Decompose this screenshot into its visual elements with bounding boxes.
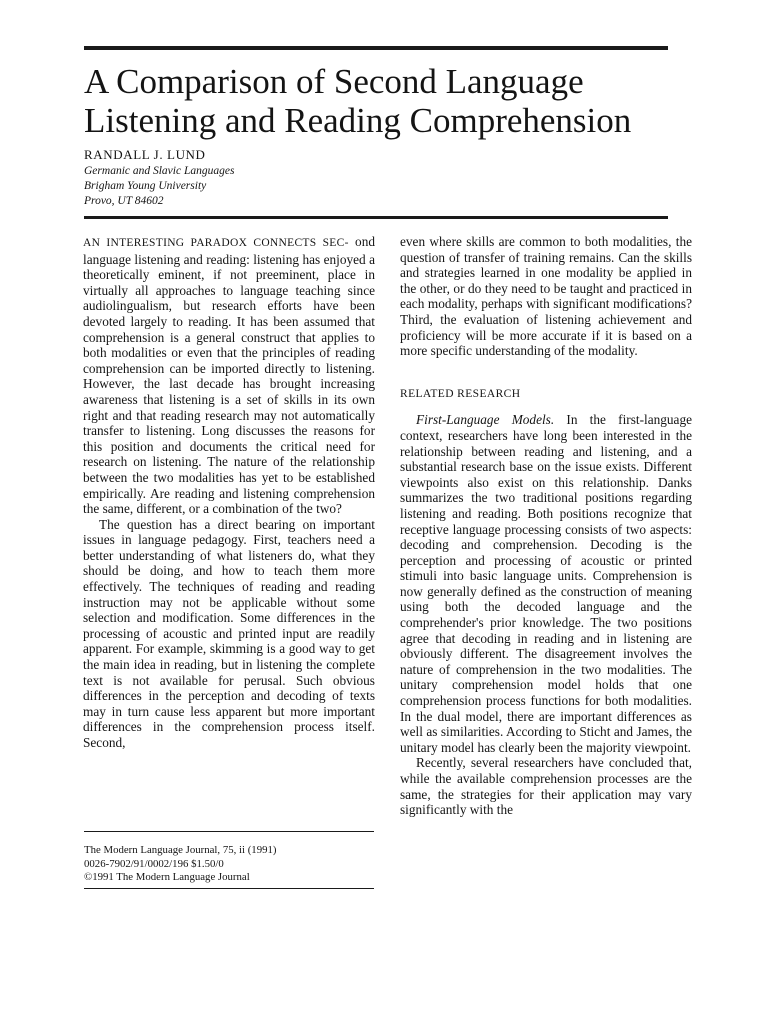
paragraph-transfer: even where skills are common to both modalities, the question of transfer of training remains. Can the skills and strategies learned in one modality be applied in the other, or do they need to be taught and practiced in each modality, perhaps with significant modifications? Third, the evaluation of listening achievement and proficiency will be more accurate if it is based on a more specific understanding of the modality. <box>400 234 692 359</box>
opening-caps: AN INTERESTING PARADOX CONNECTS SEC- <box>83 237 349 249</box>
paragraph-pedagogy: The question has a direct bearing on important issues in language pedagogy. First, teachers need a better understanding of what listeners do, what they should be doing, and how to teach them more effectively. The techniques of reading and reading instruction may not be applicable without some selection and modification. Some differences in the processing of acoustic and printed input are readily apparent. For example, skimming is a good way to get the main idea in reading, but in listening the complete text is not available for perusal. Such obvious differences in the perception and decoding of texts may in turn cause less apparent but more important differences in the comprehension process itself. Second, <box>83 516 375 750</box>
author-block <box>84 146 484 209</box>
copyright-line: ©1991 The Modern Language Journal <box>84 871 250 883</box>
affiliation-department: Germanic and Slavic Languages <box>84 165 235 177</box>
left-column <box>83 234 375 751</box>
top-rule <box>84 46 668 50</box>
journal-citation: The Modern Language Journal, 75, ii (1991) <box>84 844 277 856</box>
affiliation-city: Provo, UT 84602 <box>84 195 164 207</box>
issn-line: 0026-7902/91/0002/196 $1.50/0 <box>84 857 224 870</box>
paragraph-first-language-text: In the first-language context, researchers have long been interested in the relationship between reading and listening, and a substantial research base on the issue exists. Different viewpoints also exist on this relationship. Danks summarizes the two traditional positions regarding listening and reading. Both positions recognize that receptive language processing consists of two aspects: decoding and comprehension. Decoding is the perception and processing of acoustic or printed stimuli into basic language units. Comprehension is now generally defined as the construction of meaning using both the decoded language and the comprehender's prior knowledge. The two positions agree that decoding in reading and in listening are obviously different. The disagreement involves the nature of comprehension in the two modalities. The unitary comprehension model holds that one comprehension process functions for both modalities. In the dual model, there are important differences as well as similarities. According to Sticht and James, the unitary model has clearly been the majority viewpoint. <box>400 412 692 755</box>
footnote-rule-bottom <box>84 888 374 889</box>
section-heading: RELATED RESEARCH <box>400 387 521 400</box>
article-title <box>84 62 684 140</box>
author-name: RANDALL J. LUND <box>84 147 206 162</box>
right-column <box>400 234 692 818</box>
header-rule <box>84 216 668 219</box>
journal-footnote <box>84 844 384 885</box>
title-line-1: A Comparison of Second Language <box>84 62 584 101</box>
paragraph-intro-text: ond language listening and reading: listening has enjoyed a theoretically eminent, if not preeminent, place in virtually all approaches to language teaching since audiolingualism, but research efforts have been devoted largely to reading. It has been assumed that comprehension is a general construct that applies to both modalities or even that the principles of reading comprehension can be imported directly to listening. However, the last decade has brought increasing awareness that listening is a set of skills in its own right and that reading research may not automatically transfer to listening. Long discusses the reasons for this position and documents the critical need for research on listening. The nature of the relationship between the two modalities has yet to be established empirically. Are reading and listening comprehension the same, different, or a combination of the two? <box>83 234 375 517</box>
footnote-rule-top <box>84 831 374 832</box>
affiliation-university: Brigham Young University <box>84 180 207 192</box>
title-line-2: Listening and Reading Comprehension <box>84 101 632 140</box>
paragraph-first-language <box>400 412 692 755</box>
paragraph-intro <box>83 234 375 517</box>
paragraph-recently: Recently, several researchers have concluded that, while the available comprehension processes are the same, the strategies for their application may vary significantly with the <box>400 755 692 818</box>
subheading-first-language-models: First-Language Models. <box>416 412 555 428</box>
